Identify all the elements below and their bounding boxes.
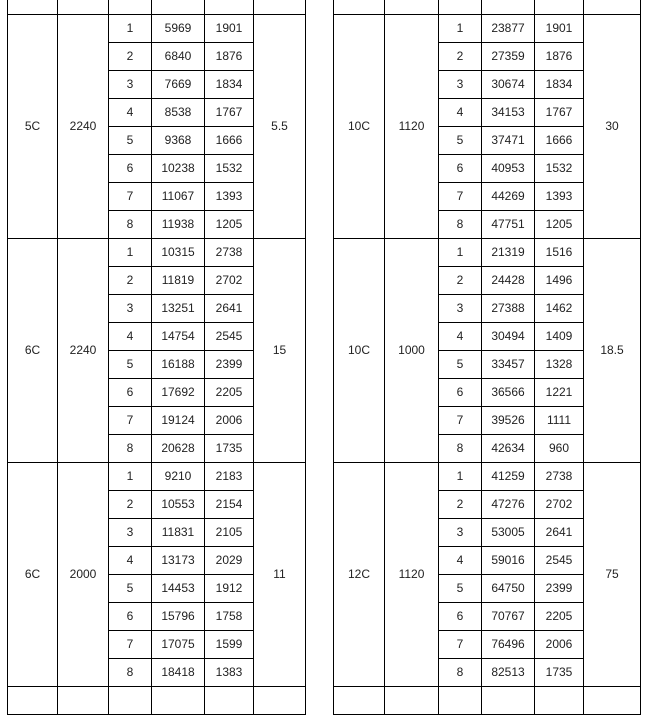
flow-cell: 64750 (482, 575, 535, 603)
point-number-cell: 6 (109, 379, 152, 407)
table-row (8, 463, 306, 491)
point-number-cell: 7 (109, 631, 152, 659)
flow-cell: 10238 (152, 155, 205, 183)
flow-cell: 47276 (482, 491, 535, 519)
head-cell: 2545 (535, 547, 584, 575)
head-cell: 1735 (535, 659, 584, 687)
point-number-cell: 5 (109, 575, 152, 603)
point-number-cell: 2 (109, 491, 152, 519)
point-number-cell: 4 (439, 323, 482, 351)
model-cell: 6C (8, 463, 58, 687)
point-number-cell: 6 (439, 155, 482, 183)
flow-cell: 13251 (152, 295, 205, 323)
point-number-cell: 8 (439, 435, 482, 463)
point-number-cell: 1 (109, 463, 152, 491)
flow-cell: 40953 (482, 155, 535, 183)
head-cell: 2545 (205, 323, 254, 351)
flow-cell: 53005 (482, 519, 535, 547)
point-number-cell: 7 (439, 631, 482, 659)
head-cell: 2641 (535, 519, 584, 547)
power-cell: 30 (584, 15, 641, 239)
flow-cell: 39526 (482, 407, 535, 435)
point-number-cell: 5 (439, 127, 482, 155)
flow-cell: 10553 (152, 491, 205, 519)
head-cell: 2006 (205, 407, 254, 435)
table-row (8, 15, 306, 43)
flow-cell: 17075 (152, 631, 205, 659)
head-cell: 2105 (205, 519, 254, 547)
point-number-cell: 8 (439, 211, 482, 239)
data-group (334, 239, 641, 463)
flow-cell: 8538 (152, 99, 205, 127)
data-group (8, 239, 306, 463)
point-number-cell: 7 (439, 183, 482, 211)
head-cell: 960 (535, 435, 584, 463)
flow-cell: 41259 (482, 463, 535, 491)
point-number-cell: 5 (109, 351, 152, 379)
flow-cell: 70767 (482, 603, 535, 631)
flow-cell: 11819 (152, 267, 205, 295)
power-cell: 18.5 (584, 239, 641, 463)
head-cell: 1205 (535, 211, 584, 239)
model-cell: 5C (8, 15, 58, 239)
point-number-cell: 3 (439, 295, 482, 323)
table-row (334, 239, 641, 267)
head-cell: 1735 (205, 435, 254, 463)
speed-cell: 2240 (58, 15, 109, 239)
head-cell: 2205 (205, 379, 254, 407)
flow-cell: 17692 (152, 379, 205, 407)
data-group (8, 15, 306, 239)
head-cell: 2029 (205, 547, 254, 575)
head-cell: 2738 (535, 463, 584, 491)
flow-cell: 14453 (152, 575, 205, 603)
flow-cell: 37471 (482, 127, 535, 155)
point-number-cell: 5 (439, 575, 482, 603)
point-number-cell: 1 (439, 239, 482, 267)
flow-cell: 34153 (482, 99, 535, 127)
point-number-cell: 3 (109, 295, 152, 323)
flow-cell: 6840 (152, 43, 205, 71)
point-number-cell: 5 (439, 351, 482, 379)
data-group (8, 463, 306, 687)
point-number-cell: 8 (109, 659, 152, 687)
power-cell: 5.5 (254, 15, 306, 239)
point-number-cell: 4 (439, 547, 482, 575)
right-data-table (333, 0, 641, 715)
point-number-cell: 7 (109, 183, 152, 211)
left-data-table (7, 0, 306, 715)
flow-cell: 59016 (482, 547, 535, 575)
point-number-cell: 6 (109, 155, 152, 183)
table-row (334, 15, 641, 43)
flow-cell: 27359 (482, 43, 535, 71)
head-cell: 1901 (535, 15, 584, 43)
head-cell: 1767 (205, 99, 254, 127)
speed-cell: 2240 (58, 239, 109, 463)
speed-cell: 1120 (385, 463, 439, 687)
head-cell: 1876 (535, 43, 584, 71)
flow-cell: 16188 (152, 351, 205, 379)
head-cell: 2641 (205, 295, 254, 323)
point-number-cell: 4 (109, 99, 152, 127)
flow-cell: 18418 (152, 659, 205, 687)
point-number-cell: 6 (439, 379, 482, 407)
speed-cell: 1000 (385, 239, 439, 463)
point-number-cell: 2 (439, 491, 482, 519)
flow-cell: 21319 (482, 239, 535, 267)
head-cell: 2702 (535, 491, 584, 519)
table-header-stub (334, 0, 641, 15)
flow-cell: 13173 (152, 547, 205, 575)
model-cell: 12C (334, 463, 385, 687)
power-cell: 11 (254, 463, 306, 687)
point-number-cell: 3 (439, 519, 482, 547)
head-cell: 1532 (535, 155, 584, 183)
point-number-cell: 6 (439, 603, 482, 631)
data-group (334, 463, 641, 687)
head-cell: 1462 (535, 295, 584, 323)
flow-cell: 30674 (482, 71, 535, 99)
flow-cell: 24428 (482, 267, 535, 295)
head-cell: 1758 (205, 603, 254, 631)
head-cell: 1599 (205, 631, 254, 659)
point-number-cell: 1 (439, 463, 482, 491)
flow-cell: 15796 (152, 603, 205, 631)
speed-cell: 1120 (385, 15, 439, 239)
power-cell: 75 (584, 463, 641, 687)
flow-cell: 47751 (482, 211, 535, 239)
flow-cell: 9368 (152, 127, 205, 155)
point-number-cell: 6 (109, 603, 152, 631)
head-cell: 1496 (535, 267, 584, 295)
head-cell: 1912 (205, 575, 254, 603)
table-row (334, 463, 641, 491)
head-cell: 2205 (535, 603, 584, 631)
point-number-cell: 4 (109, 323, 152, 351)
point-number-cell: 3 (439, 71, 482, 99)
model-cell: 6C (8, 239, 58, 463)
head-cell: 1666 (535, 127, 584, 155)
head-cell: 1409 (535, 323, 584, 351)
head-cell: 1532 (205, 155, 254, 183)
flow-cell: 27388 (482, 295, 535, 323)
point-number-cell: 3 (109, 71, 152, 99)
flow-cell: 19124 (152, 407, 205, 435)
flow-cell: 82513 (482, 659, 535, 687)
point-number-cell: 3 (109, 519, 152, 547)
flow-cell: 20628 (152, 435, 205, 463)
speed-cell: 2000 (58, 463, 109, 687)
head-cell: 1516 (535, 239, 584, 267)
flow-cell: 11831 (152, 519, 205, 547)
point-number-cell: 2 (109, 267, 152, 295)
point-number-cell: 7 (439, 407, 482, 435)
head-cell: 1834 (205, 71, 254, 99)
power-cell: 15 (254, 239, 306, 463)
flow-cell: 44269 (482, 183, 535, 211)
head-cell: 1111 (535, 407, 584, 435)
flow-cell: 11067 (152, 183, 205, 211)
head-cell: 1876 (205, 43, 254, 71)
point-number-cell: 8 (109, 435, 152, 463)
point-number-cell: 2 (109, 43, 152, 71)
head-cell: 1221 (535, 379, 584, 407)
point-number-cell: 2 (439, 43, 482, 71)
point-number-cell: 1 (109, 15, 152, 43)
table-footer-stub (8, 687, 306, 715)
flow-cell: 33457 (482, 351, 535, 379)
head-cell: 1328 (535, 351, 584, 379)
head-cell: 2702 (205, 267, 254, 295)
head-cell: 1666 (205, 127, 254, 155)
flow-cell: 10315 (152, 239, 205, 267)
head-cell: 2399 (535, 575, 584, 603)
table-header-stub (8, 0, 306, 15)
table-footer-stub (334, 687, 641, 715)
point-number-cell: 2 (439, 267, 482, 295)
flow-cell: 23877 (482, 15, 535, 43)
flow-cell: 5969 (152, 15, 205, 43)
head-cell: 1834 (535, 71, 584, 99)
head-cell: 2738 (205, 239, 254, 267)
point-number-cell: 5 (109, 127, 152, 155)
head-cell: 2399 (205, 351, 254, 379)
head-cell: 2006 (535, 631, 584, 659)
flow-cell: 36566 (482, 379, 535, 407)
flow-cell: 76496 (482, 631, 535, 659)
head-cell: 1393 (205, 183, 254, 211)
flow-cell: 9210 (152, 463, 205, 491)
point-number-cell: 1 (109, 239, 152, 267)
point-number-cell: 8 (109, 211, 152, 239)
flow-cell: 7669 (152, 71, 205, 99)
head-cell: 1205 (205, 211, 254, 239)
point-number-cell: 8 (439, 659, 482, 687)
point-number-cell: 4 (109, 547, 152, 575)
point-number-cell: 4 (439, 99, 482, 127)
head-cell: 1383 (205, 659, 254, 687)
point-number-cell: 1 (439, 15, 482, 43)
flow-cell: 42634 (482, 435, 535, 463)
head-cell: 2154 (205, 491, 254, 519)
table-row (8, 239, 306, 267)
point-number-cell: 7 (109, 407, 152, 435)
model-cell: 10C (334, 239, 385, 463)
head-cell: 1393 (535, 183, 584, 211)
head-cell: 1901 (205, 15, 254, 43)
head-cell: 1767 (535, 99, 584, 127)
flow-cell: 11938 (152, 211, 205, 239)
head-cell: 2183 (205, 463, 254, 491)
data-group (334, 15, 641, 239)
flow-cell: 30494 (482, 323, 535, 351)
flow-cell: 14754 (152, 323, 205, 351)
model-cell: 10C (334, 15, 385, 239)
